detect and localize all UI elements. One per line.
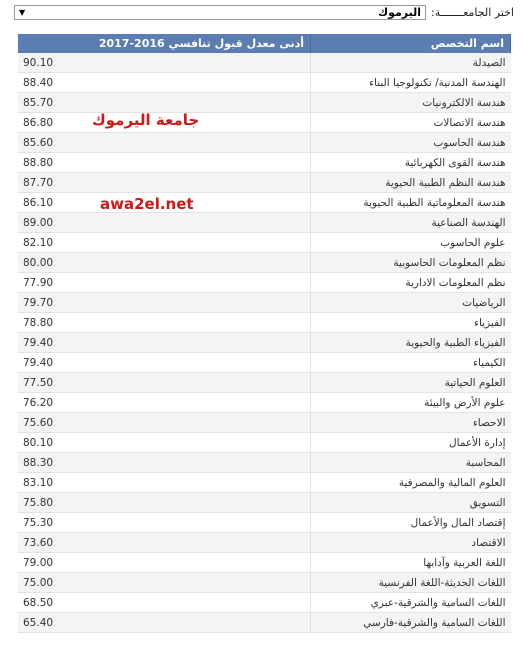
major-name-cell: إدارة الأعمال [311, 433, 511, 453]
table-header-row [18, 34, 511, 53]
min-score-cell: 88.40 [18, 73, 311, 93]
header-score: أدنى معدل قبول تنافسي 2016-2017 [18, 34, 311, 53]
table-row [18, 73, 511, 93]
min-score-cell: 79.40 [18, 353, 311, 373]
min-score-cell: 88.80 [18, 153, 311, 173]
table-row [18, 413, 511, 433]
min-score-cell: 80.00 [18, 253, 311, 273]
major-name-cell: الاحصاء [311, 413, 511, 433]
major-name-cell: العلوم المالية والمصرفية [311, 473, 511, 493]
min-score-cell: 88.30 [18, 453, 311, 473]
major-name-cell: العلوم الحياتية [311, 373, 511, 393]
table-row [18, 533, 511, 553]
min-score-cell: 85.70 [18, 93, 311, 113]
min-score-cell: 65.40 [18, 613, 311, 633]
major-name-cell: الصيدلة [311, 53, 511, 73]
min-score-cell: 86.80 [18, 113, 311, 133]
table-row [18, 193, 511, 213]
university-dropdown[interactable] [14, 5, 426, 20]
major-name-cell: اللغات السامية والشرقية-فارسي [311, 613, 511, 633]
table-row [18, 153, 511, 173]
table-row [18, 213, 511, 233]
major-name-cell: الفيزياء الطبية والحيوية [311, 333, 511, 353]
table-row [18, 493, 511, 513]
major-name-cell: هندسة الالكترونيات [311, 93, 511, 113]
table-row [18, 513, 511, 533]
major-name-cell: اللغات الحديثة-اللغة الفرنسية [311, 573, 511, 593]
table-row [18, 53, 511, 73]
table-row [18, 473, 511, 493]
table-row [18, 573, 511, 593]
major-name-cell: نظم المعلومات الادارية [311, 273, 511, 293]
min-score-cell: 85.60 [18, 133, 311, 153]
min-score-cell: 77.50 [18, 373, 311, 393]
major-name-cell: الكيمياء [311, 353, 511, 373]
major-name-cell: الهندسة الصناعية [311, 213, 511, 233]
major-name-cell: التسويق [311, 493, 511, 513]
min-score-cell: 80.10 [18, 433, 311, 453]
header-major: اسم التخصص [311, 34, 511, 53]
min-score-cell: 79.70 [18, 293, 311, 313]
table-row [18, 133, 511, 153]
major-name-cell: اللغة العربية وآدابها [311, 553, 511, 573]
table-row [18, 233, 511, 253]
major-name-cell: هندسة النظم الطبية الحيوية [311, 173, 511, 193]
min-score-cell: 86.10 [18, 193, 311, 213]
table-body [18, 53, 511, 633]
university-selector-label: اختر الجامعـــــــة: [431, 5, 514, 19]
min-score-cell: 83.10 [18, 473, 311, 493]
major-name-cell: هندسة المعلوماتية الطبية الحيوية [311, 193, 511, 213]
table-row [18, 433, 511, 453]
major-name-cell: الفيزياء [311, 313, 511, 333]
major-name-cell: هندسة القوى الكهربائية [311, 153, 511, 173]
min-score-cell: 75.60 [18, 413, 311, 433]
table-row [18, 553, 511, 573]
chevron-down-icon: ▼ [19, 7, 26, 17]
major-name-cell: إقتصاد المال والأعمال [311, 513, 511, 533]
table-row [18, 393, 511, 413]
min-score-cell: 76.20 [18, 393, 311, 413]
min-score-cell: 78.80 [18, 313, 311, 333]
min-score-cell: 68.50 [18, 593, 311, 613]
major-name-cell: المحاسبة [311, 453, 511, 473]
major-name-cell: هندسة الحاسوب [311, 133, 511, 153]
major-name-cell: هندسة الاتصالات [311, 113, 511, 133]
university-dropdown-value: اليرموك [378, 5, 422, 19]
site-watermark: awa2el.net [100, 195, 194, 213]
min-score-cell: 75.80 [18, 493, 311, 513]
table-row [18, 93, 511, 113]
min-score-cell: 90.10 [18, 53, 311, 73]
min-score-cell: 82.10 [18, 233, 311, 253]
major-name-cell: علوم الحاسوب [311, 233, 511, 253]
major-name-cell: الاقتصاد [311, 533, 511, 553]
major-name-cell: اللغات السامية والشرقية-عبري [311, 593, 511, 613]
min-score-cell: 77.90 [18, 273, 311, 293]
min-score-cell: 79.00 [18, 553, 311, 573]
major-name-cell: علوم الأرض والبيئة [311, 393, 511, 413]
table-row [18, 613, 511, 633]
major-name-cell: نظم المعلومات الحاسوبية [311, 253, 511, 273]
min-score-cell: 87.70 [18, 173, 311, 193]
table-row [18, 253, 511, 273]
table-row [18, 173, 511, 193]
table-row [18, 273, 511, 293]
major-name-cell: الهندسة المدنية/ تكنولوجيا البناء [311, 73, 511, 93]
university-selector [14, 3, 514, 21]
table-row [18, 373, 511, 393]
table-row [18, 293, 511, 313]
major-name-cell: الرياضيات [311, 293, 511, 313]
min-score-cell: 75.00 [18, 573, 311, 593]
table-row [18, 353, 511, 373]
table-row [18, 333, 511, 353]
min-score-cell: 73.60 [18, 533, 311, 553]
table-row [18, 313, 511, 333]
table-row [18, 593, 511, 613]
table-row [18, 453, 511, 473]
university-watermark: جامعة اليرموك [92, 111, 200, 129]
min-score-cell: 75.30 [18, 513, 311, 533]
min-score-cell: 79.40 [18, 333, 311, 353]
min-score-cell: 89.00 [18, 213, 311, 233]
